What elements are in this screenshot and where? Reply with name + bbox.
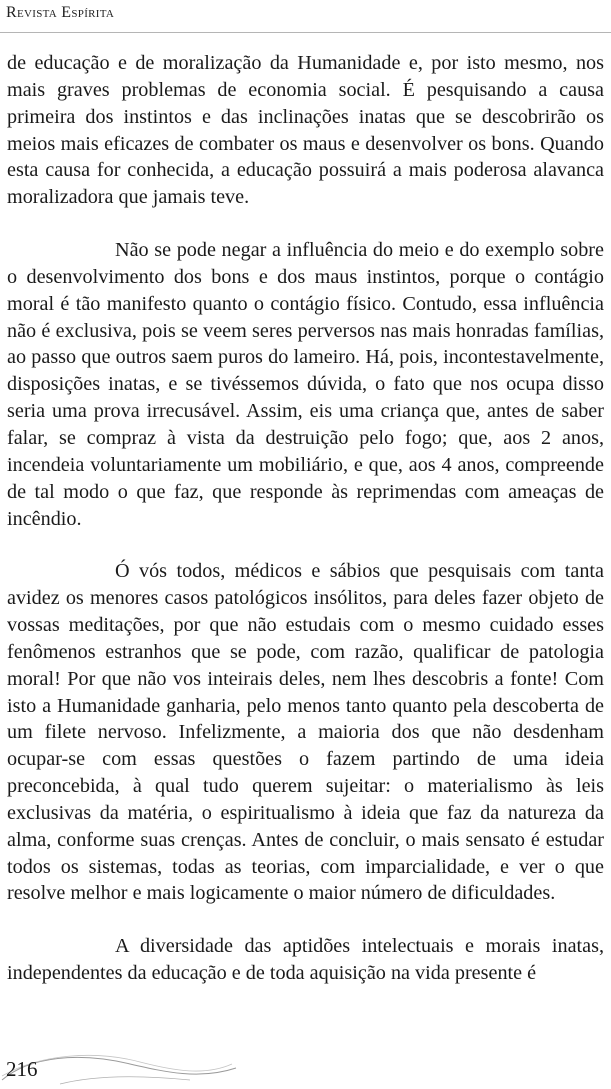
body-text (7, 50, 604, 987)
paragraph-3: Ó vós todos, médicos e sábios que pesquisais com tanta avidez os menores casos patológicos insólitos, para deles fazer objeto de vossas meditações, por que não estudais com o mesmo cuidado esses fenômenos estranhos que se pode, com razão, qualificar de patologia moral! Por que não vos inteirais deles, nem lhes descobris a fonte! Com isto a Humanidade ganharia, pelo menos tanto quanto pela descoberta de um filete nervoso. Infelizmente, a maioria dos que não desdenham ocupar-se com essas questões o fazem partindo de uma ideia preconcebida, à qual tudo querem sujeitar: o materialismo às leis exclusivas da matéria, o espiritualismo à ideia que faz da natureza da alma, conforme suas crenças. Antes de concluir, o mais sensato é estudar todos os sistemas, todas as teorias, com imparcialidade, e ver o que resolve melhor e mais logicamente o maior número de dificuldades. (7, 560, 604, 905)
paragraph-4: A diversidade das aptidões intelectuais e morais inatas, independentes da educação e de toda aquisição na vida presente é (7, 935, 604, 985)
header-rule (0, 32, 611, 33)
paragraph-2: Não se pode negar a influência do meio e do exemplo sobre o desenvolvimento dos bons e dos maus instintos, porque o contágio moral é tão manifesto quanto o contágio físico. Contudo, essa influência não é exclusiva, pois se veem seres perversos nas mais honradas famílias, ao passo que outros saem puros do lameiro. Há, pois, incontestavelmente, disposições inatas, e se tivéssemos dúvida, o fato que nos ocupa disso seria uma prova irrecusável. Assim, eis uma criança que, antes de saber falar, se compraz à vista da destruição pelo fogo; que, aos 2 anos, incendeia voluntariamente um mobiliário, e que, aos 4 anos, compreende de tal modo o que faz, que responde às reprimendas com ameaças de incêndio. (7, 239, 604, 530)
running-title: Revista Espírita (6, 4, 115, 21)
paragraph-1: de educação e de moralização da Humanidade e, por isto mesmo, nos mais graves problemas de economia social. É pesquisando a causa primeira dos instintos e das inclinações inatas que se descobrirão os meios mais eficazes de combater os maus e desenvolver os bons. Quando esta causa for conhecida, a educação possuirá a mais poderosa alavanca moralizadora que jamais teve. (7, 52, 604, 209)
page-number: 216 (6, 1057, 38, 1081)
